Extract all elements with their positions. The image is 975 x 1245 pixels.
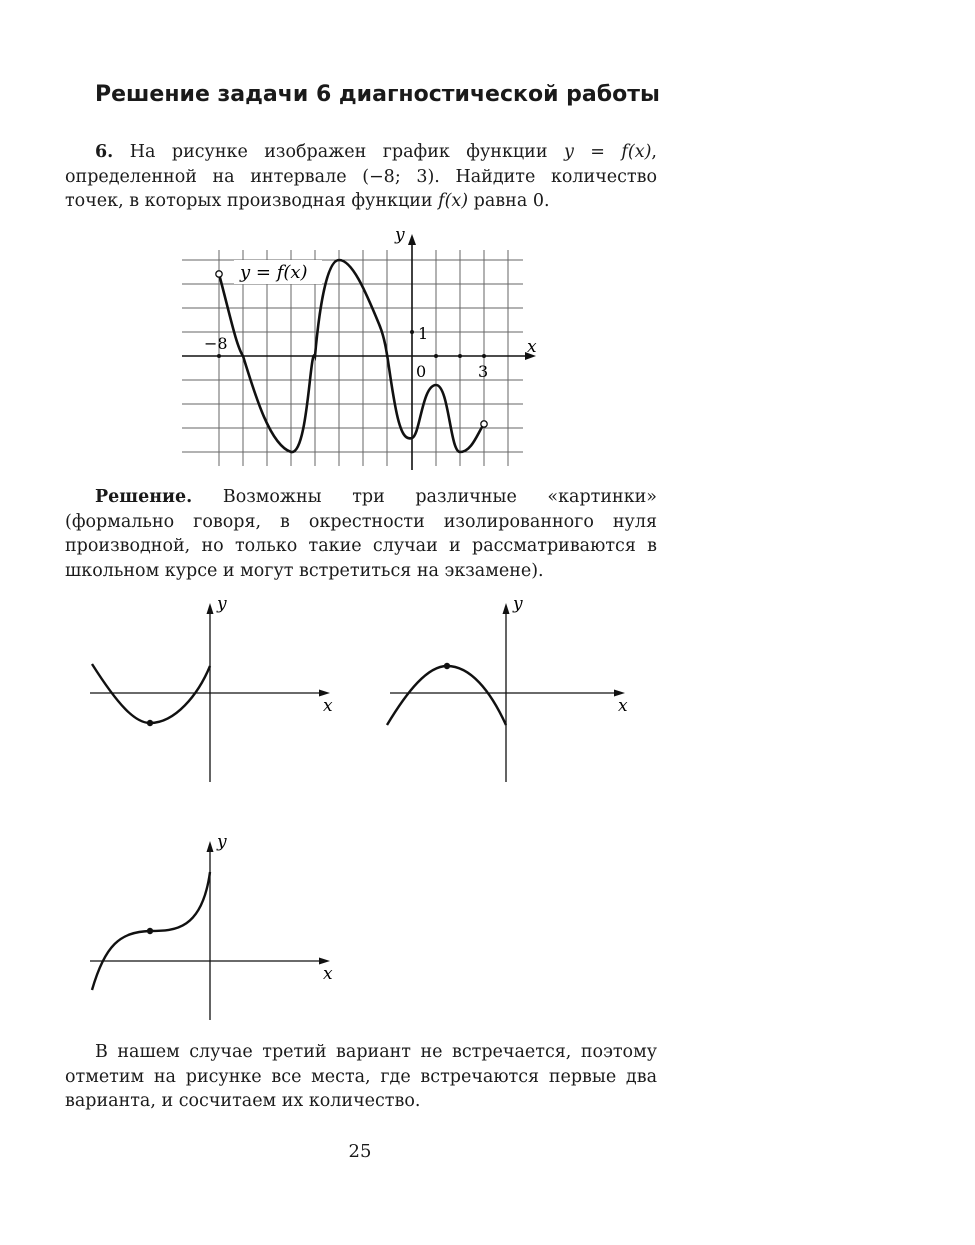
page-number: 25 — [348, 1141, 372, 1162]
problem-statement — [65, 140, 657, 214]
problem-text-2: , определенной на интервале (−8; 3). Найдите количество точек, в которых производная функции — [65, 142, 657, 211]
sketch1-x-label: x — [323, 696, 333, 716]
sketch2-curve — [387, 666, 506, 725]
function-label: y = f(x) — [240, 262, 308, 283]
solution-label: Решение. — [95, 487, 193, 507]
function-graph — [170, 220, 550, 470]
tick-mark-minus8 — [217, 354, 221, 358]
problem-math-2: f(x) — [438, 191, 469, 211]
sketch1-y-label: y — [217, 594, 227, 614]
open-endpoint-right — [481, 421, 487, 427]
sketch3-inflection-point — [147, 928, 153, 934]
solution-paragraph — [65, 485, 657, 583]
sketch2-x-label: x — [618, 696, 628, 716]
y-axis-arrow — [408, 234, 416, 245]
section-title: Решение задачи 6 диагностической работы — [95, 82, 660, 107]
tick-mark-x2 — [458, 354, 462, 358]
graph-grid — [182, 250, 523, 466]
open-endpoint-left — [216, 271, 222, 277]
conclusion-text: В нашем случае третий вариант не встречается, поэтому отметим на рисунке все места, где встречаются первые два варианта, и сосчитаем их количество. — [65, 1042, 657, 1111]
y-axis-label: y — [395, 225, 405, 245]
solution-text: Возможны три различные «картинки» (формально говоря, в окрестности изолированного нуля производной, но только такие случаи и рассматриваются в школьном курсе и могут встретиться на экзамене). — [65, 487, 657, 581]
sketch2-y-label: y — [513, 594, 523, 614]
tick-label-3: 3 — [478, 362, 489, 381]
tick-mark-1 — [410, 330, 414, 334]
sketch1-y-arrow — [207, 603, 214, 614]
tick-mark-3 — [482, 354, 486, 358]
tick-label-minus8: −8 — [204, 334, 228, 353]
tick-mark-x1 — [434, 354, 438, 358]
problem-text-3: равна 0. — [468, 191, 550, 211]
sketch2-max-point — [444, 663, 450, 669]
sketch3-x-label: x — [323, 964, 333, 984]
sketch-maximum — [380, 590, 650, 790]
problem-math-1: y = f(x) — [563, 142, 652, 162]
x-axis-label: x — [527, 337, 537, 357]
problem-number: 6. — [95, 142, 114, 162]
problem-text-1: На рисунке изображен график функции — [113, 142, 564, 162]
sketch1-min-point — [147, 720, 153, 726]
conclusion-paragraph — [65, 1040, 657, 1114]
sketch2-y-arrow — [503, 603, 510, 614]
tick-label-0: 0 — [416, 362, 427, 381]
tick-label-1: 1 — [418, 324, 429, 343]
sketch-inflection — [80, 830, 350, 1030]
sketch3-y-label: y — [217, 832, 227, 852]
sketch3-y-arrow — [207, 841, 214, 852]
sketch-minimum — [80, 590, 350, 790]
